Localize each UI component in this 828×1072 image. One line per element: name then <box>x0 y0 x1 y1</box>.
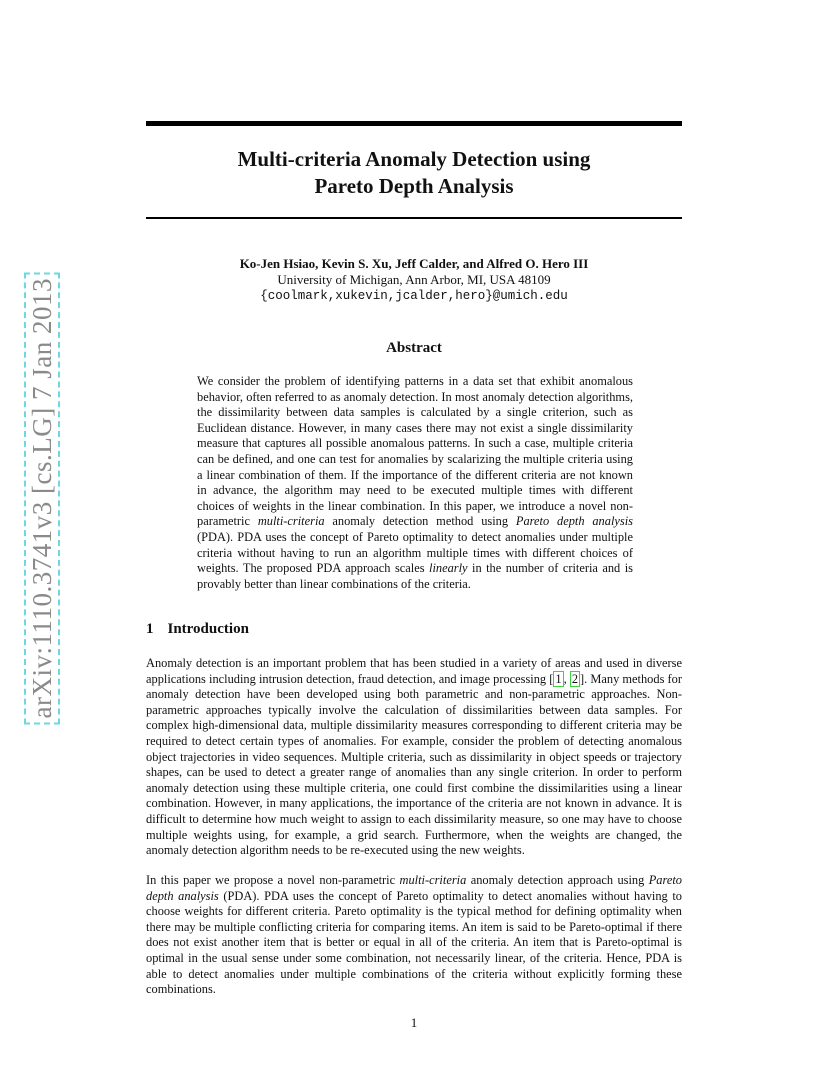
paragraph-emphasis: Pareto depth analysis <box>146 873 682 903</box>
paper-title <box>146 146 682 200</box>
arxiv-stamp: arXiv:1110.3741v3 [cs.LG] 7 Jan 2013 <box>24 272 60 724</box>
abstract-text: in the number of criteria and is provably better than linear combinations of the criteria. <box>197 561 633 591</box>
author-email: {coolmark,xukevin,jcalder,hero}@umich.edu <box>260 289 568 303</box>
author-block <box>146 256 682 304</box>
intro-paragraph-1 <box>146 656 682 859</box>
title-rule-bottom <box>146 217 682 219</box>
paragraph-text: anomaly detection approach using <box>466 873 649 887</box>
author-affiliation: University of Michigan, Ann Arbor, MI, USA 48109 <box>277 272 551 287</box>
abstract-emphasis: Pareto depth analysis <box>515 514 633 529</box>
title-rule-top <box>146 121 682 126</box>
abstract-text: We consider the problem of identifying patterns in a data set that exhibit anomalous behavior, often referred to as anomaly detection. In most anomaly detection algorithms, the dissimilarity between data samples is calculated by a single criterion, such as Euclidean distance. However, in many cases there may not exist a single dissimilarity measure that captures all possible anomalous patterns. In such a case, multiple criteria can be defined, and one can test for anomalies by scalarizing the multiple criteria using a linear combination of them. If the importance of the different criteria are not known in advance, the algorithm may need to be executed multiple times with different choices of weights in the linear combination. In this paper, we introduce a novel non-parametric <box>197 374 633 529</box>
abstract-heading: Abstract <box>386 340 442 356</box>
citation-link-2[interactable]: 2 <box>571 671 579 686</box>
section-heading-introduction <box>146 621 249 638</box>
abstract-emphasis: linearly <box>429 561 468 576</box>
section-number: 1 <box>146 621 154 637</box>
author-names: Ko-Jen Hsiao, Kevin S. Xu, Jeff Calder, and Alfred O. Hero III <box>239 256 589 271</box>
abstract-body <box>197 374 633 592</box>
citation-link-1[interactable]: 1 <box>555 671 562 686</box>
paragraph-text: ]. Many methods for anomaly detection have been developed using both parametric and non-parametric approaches. Non-parametric approaches typically involve the calculation of dissimilarities between data samples. For complex high-dimensional data, multiple dissimilarity measures corresponding to different criteria may be required to detect certain types of anomalies. For example, consider the problem of detecting anomalous object trajectories in video sequences. Multiple criteria, such as dissimilarity in object speeds or trajectory shapes, can be used to detect a greater range of anomalies than any single criterion. In order to perform anomaly detection using these multiple criteria, one could first combine the dissimilarities using a linear combination. However, in many applications, the importance of the criteria are not known in advance. It is difficult to determine how much weight to assign to each dissimilarity measure, so one may have to choose multiple weights using, for example, a grid search. Furthermore, when the weights are changed, the anomaly detection algorithm needs to be re-executed using the new weights. <box>146 671 682 858</box>
intro-paragraph-2 <box>146 873 682 998</box>
paragraph-emphasis: multi-criteria <box>399 873 467 887</box>
paragraph-text: Anomaly detection is an important problem that has been studied in a variety of areas and used in diverse applications including intrusion detection, fraud detection, and image processing [ <box>146 656 682 686</box>
section-title: Introduction <box>167 621 249 637</box>
page-number: 1 <box>410 1015 418 1030</box>
abstract-text: (PDA). PDA uses the concept of Pareto optimality to detect anomalies under multiple criteria without having to run an algorithm multiple times with different choices of weights. The proposed PDA approach scales <box>197 529 633 576</box>
abstract-text: anomaly detection method using <box>324 514 516 529</box>
title-line-1: Multi-criteria Anomaly Detection using <box>237 147 591 171</box>
abstract-emphasis: multi-criteria <box>257 514 325 529</box>
paragraph-text: (PDA). PDA uses the concept of Pareto optimality to detect anomalies without having to choose weights for different criteria. Pareto optimality is the typical method for defining optimality when there may be multiple conflicting criteria for comparing items. An item is said to be Pareto-optimal if there does not exist another item that is better or equal in all of the criteria. An item that is Pareto-optimal is optimal in the usual sense under some combination, not necessarily linear, of the criteria. Hence, PDA is able to detect anomalies under multiple combinations of the criteria without explicitly forming these combinations. <box>146 888 682 997</box>
citation-separator: , <box>563 671 570 686</box>
paragraph-text: In this paper we propose a novel non-parametric <box>146 873 400 887</box>
title-line-2: Pareto Depth Analysis <box>314 174 514 198</box>
